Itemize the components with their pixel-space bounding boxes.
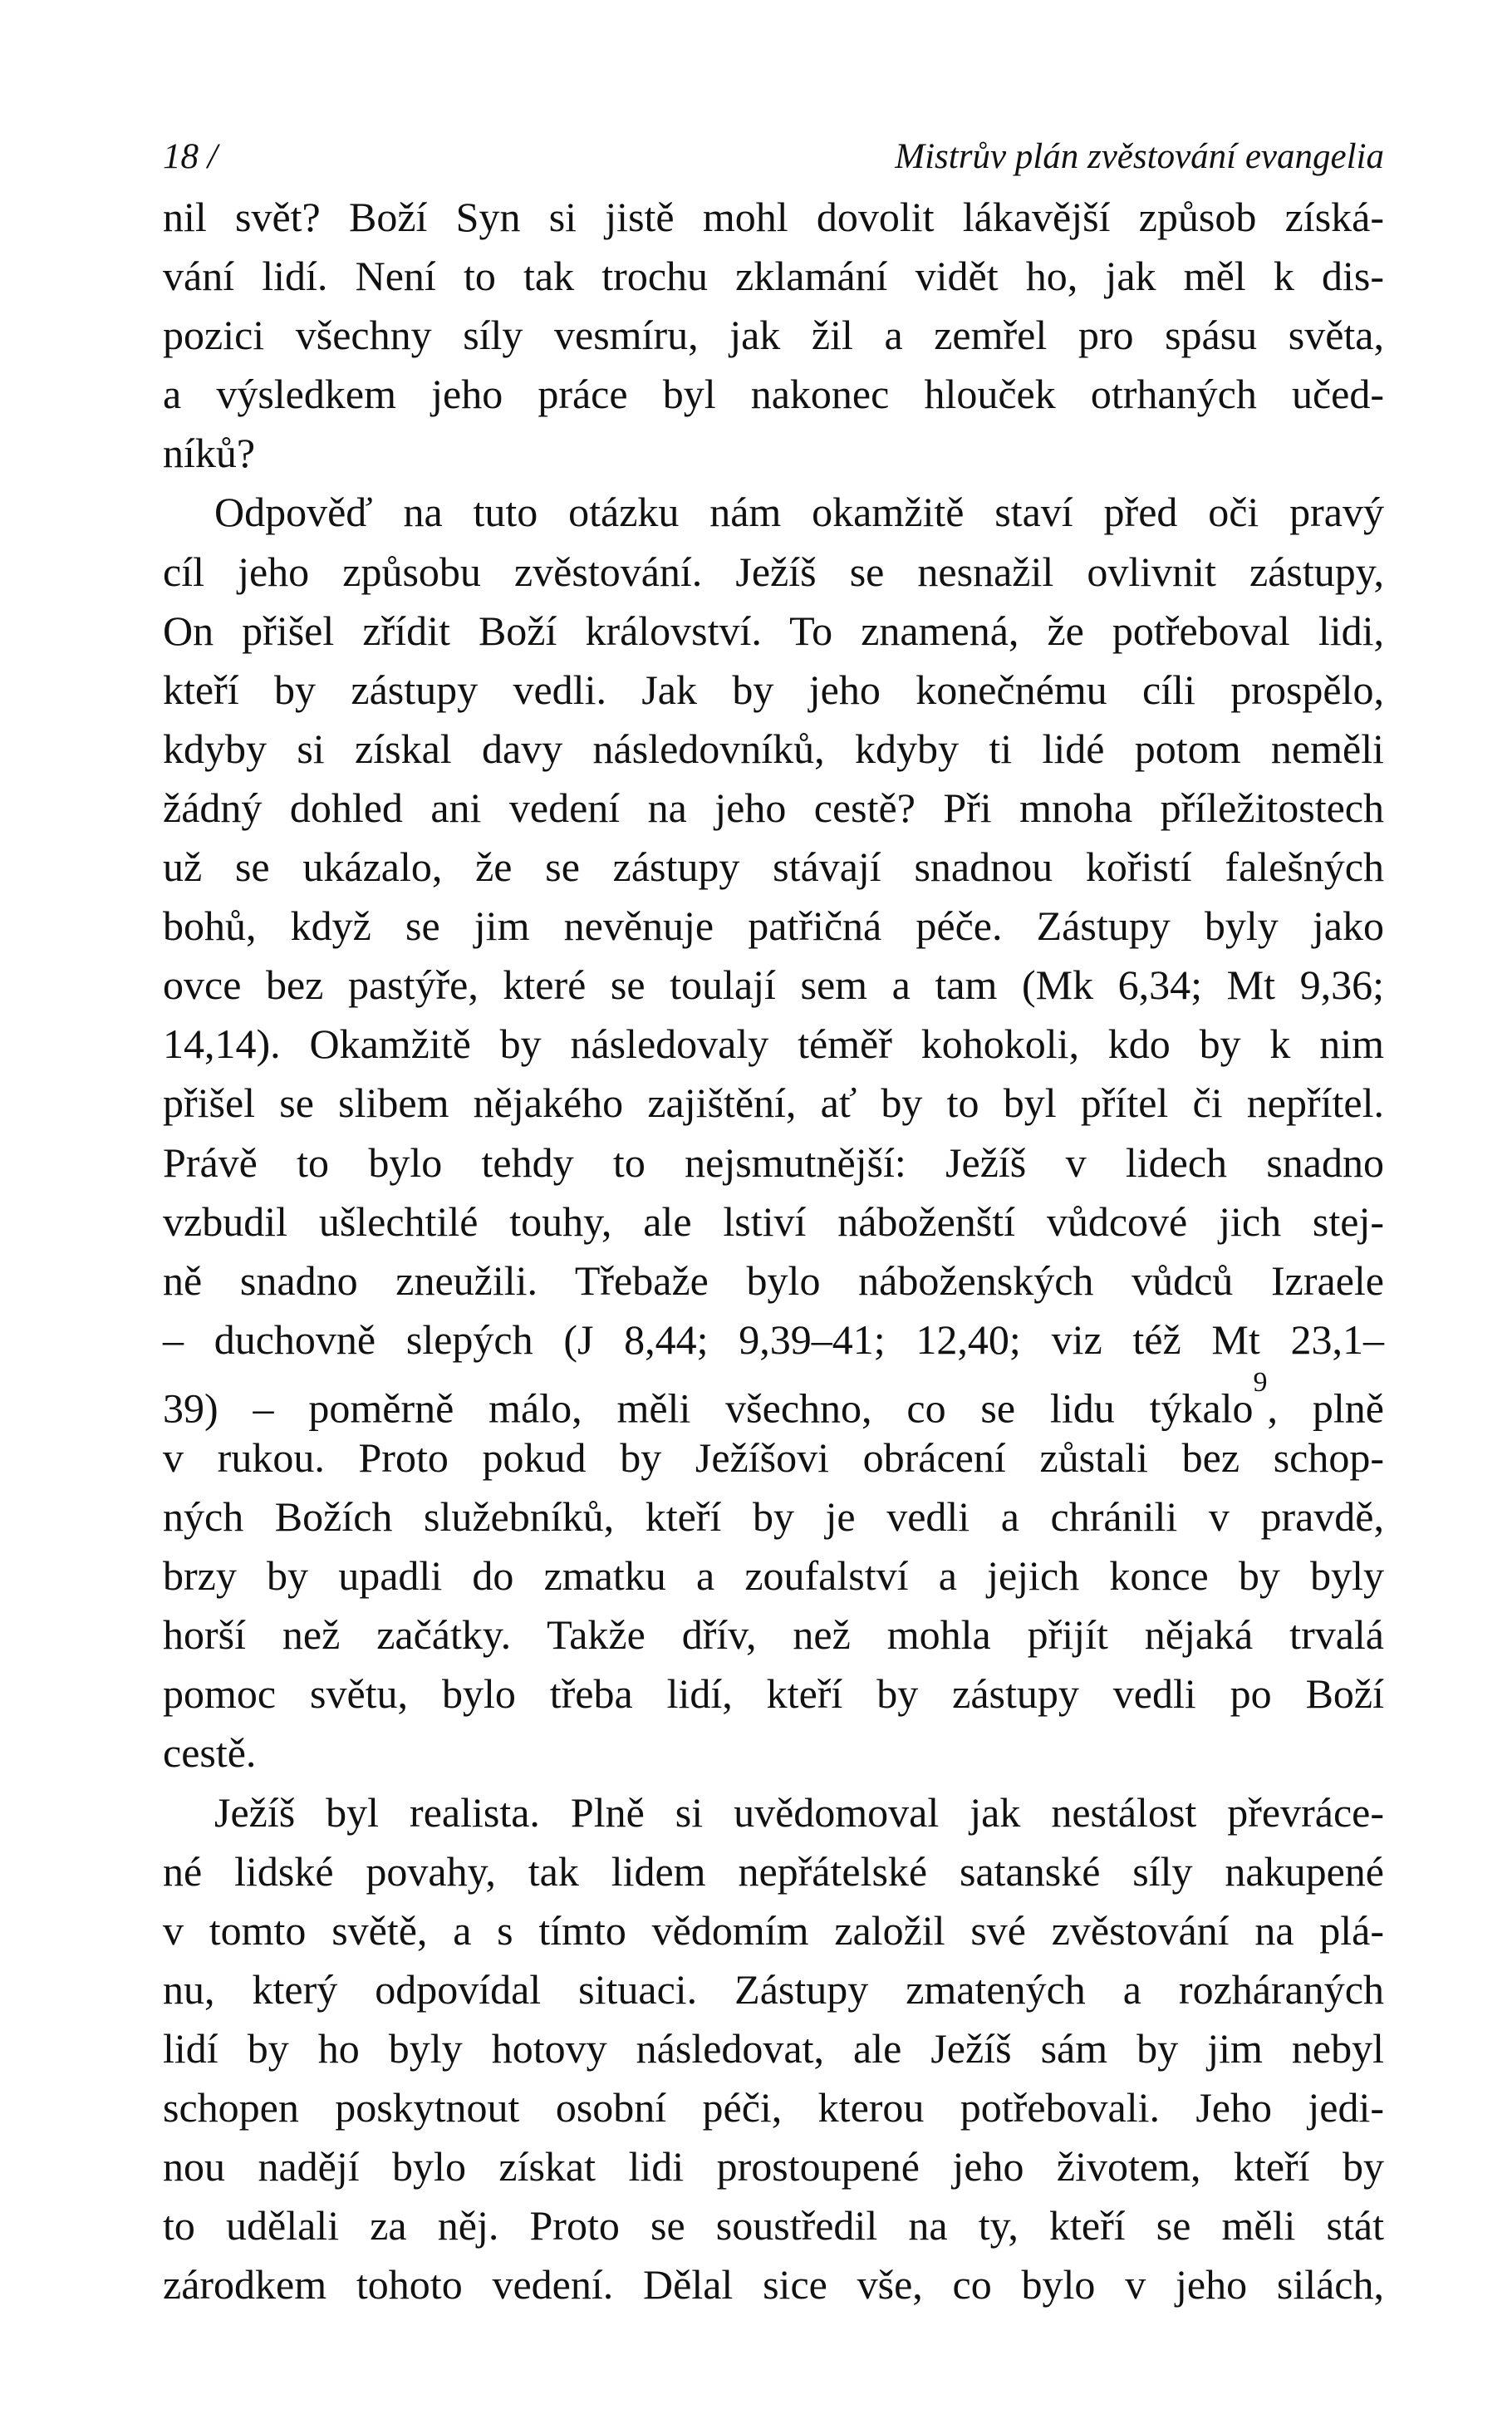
text-line: ných Božích služebníků, kteří by je vedli a chránili v pravdě,	[163, 1493, 1384, 1541]
text-line: vzbudil ušlechtilé touhy, ale lstiví náboženští vůdcové jich stej-	[163, 1197, 1384, 1245]
text-line: brzy by upadli do zmatku a zoufalství a jejich konce by byly	[163, 1552, 1384, 1600]
text-line: – duchovně slepých (J 8,44; 9,39–41; 12,40; viz též Mt 23,1–	[163, 1315, 1384, 1363]
text-line: vání lidí. Není to tak trochu zklamání vidět ho, jak měl k dis-	[163, 253, 1384, 300]
text-line: né lidské povahy, tak lidem nepřátelské satanské síly nakupené	[163, 1847, 1384, 1895]
page-header	[163, 125, 1384, 183]
text-line: žádný dohled ani vedení na jeho cestě? Při mnoha příležitostech	[163, 784, 1384, 831]
text-line: 14,14). Okamžitě by následovaly téměř kohokoli, kdo by k nim	[163, 1020, 1384, 1068]
text-line: ně snadno zneužili. Třebaže bylo náboženských vůdců Izraele	[163, 1256, 1384, 1304]
page-number: 18 /	[163, 137, 218, 176]
running-title: Mistrův plán zvěstování evangelia	[895, 137, 1384, 176]
text-line: nou nadějí bylo získat lidi prostoupené jeho životem, kteří by	[163, 2143, 1384, 2191]
text-line: to udělali za něj. Proto se soustředil na ty, kteří se měli stát	[163, 2202, 1384, 2250]
text-line: bohů, když se jim nevěnuje patřičná péče. Zástupy byly jako	[163, 902, 1384, 950]
text-line: zárodkem tohoto vedení. Dělal sice vše, co bylo v jeho silách,	[163, 2261, 1384, 2309]
text-line: ovce bez pastýře, které se toulají sem a tam (Mk 6,34; Mt 9,36;	[163, 961, 1384, 1009]
text-line: a výsledkem jeho práce byl nakonec hlouček otrhaných učed-	[163, 371, 1384, 418]
text-line: kdyby si získal davy následovníků, kdyby ti lidé potom neměli	[163, 725, 1384, 772]
text-line: schopen poskytnout osobní péči, kterou potřebovali. Jeho jedi-	[163, 2084, 1384, 2131]
text-line: kteří by zástupy vedli. Jak by jeho konečnému cíli prospělo,	[163, 666, 1384, 713]
text-line: pozici všechny síly vesmíru, jak žil a zemřel pro spásu světa,	[163, 312, 1384, 359]
text-line: přišel se slibem nějakého zajištění, ať by to byl přítel či nepřítel.	[163, 1079, 1384, 1127]
text-segment: 39) – poměrně málo, měli všechno, co se lidu týkalo	[163, 1384, 1254, 1432]
paragraph-start-line: Ježíš byl realista. Plně si uvědomoval jak nestálost převráce-	[214, 1788, 1384, 1836]
text-segment: , plně	[1267, 1384, 1384, 1432]
paragraph-start-line: Odpověď na tuto otázku nám okamžitě staví před oči pravý	[214, 489, 1384, 536]
text-line: lidí by ho byly hotovy následovat, ale Ježíš sám by jim nebyl	[163, 2024, 1384, 2072]
text-line: cestě.	[163, 1729, 257, 1777]
text-line: Právě to bylo tehdy to nejsmutnější: Ježíš v lidech snadno	[163, 1138, 1384, 1186]
text-line: nil svět? Boží Syn si jistě mohl dovolit lákavější způsob získá-	[163, 194, 1384, 240]
footnote-marker: 9	[1253, 1366, 1268, 1398]
text-line: už se ukázalo, že se zástupy stávají snadnou kořistí falešných	[163, 843, 1384, 891]
text-line-with-footnote	[163, 1366, 1384, 1432]
text-line: v tomto světě, a s tímto vědomím založil své zvěstování na plá-	[163, 1906, 1384, 1954]
text-line: horší než začátky. Takže dřív, než mohla přijít nějaká trvalá	[163, 1611, 1384, 1659]
text-line: níků?	[163, 430, 256, 477]
text-line: nu, který odpovídal situaci. Zástupy zmatených a rozháraných	[163, 1965, 1384, 2013]
text-line: On přišel zřídit Boží království. To znamená, že potřeboval lidi,	[163, 607, 1384, 654]
text-line: cíl jeho způsobu zvěstování. Ježíš se nesnažil ovlivnit zástupy,	[163, 548, 1384, 595]
text-line: pomoc světu, bylo třeba lidí, kteří by zástupy vedli po Boží	[163, 1670, 1384, 1718]
body-text	[163, 188, 1384, 2314]
text-line: v rukou. Proto pokud by Ježíšovi obrácení zůstali bez schop-	[163, 1433, 1384, 1481]
